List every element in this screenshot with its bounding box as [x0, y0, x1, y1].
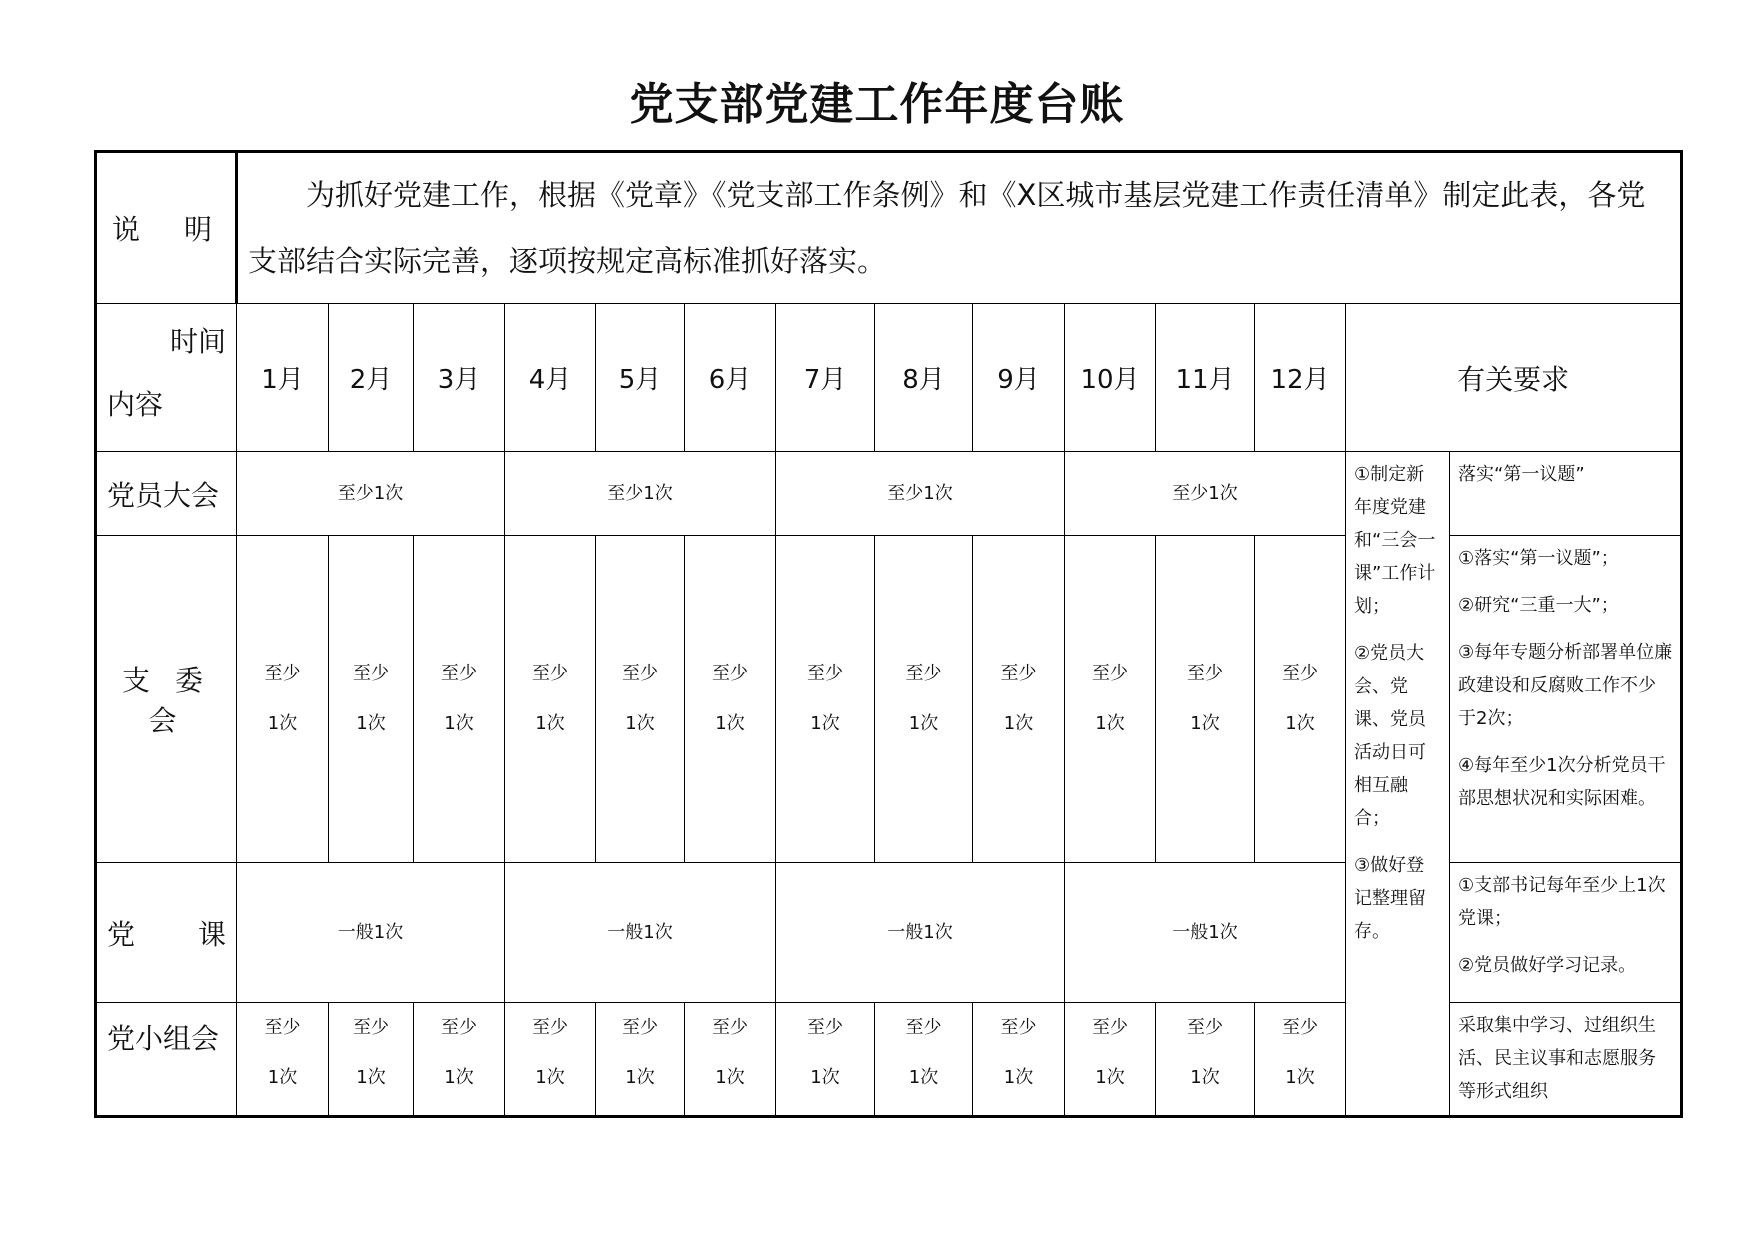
month-cell [1255, 1003, 1346, 1117]
cell-line: 1次 [444, 1067, 474, 1088]
month-cell [1065, 536, 1156, 863]
month-cell [414, 536, 505, 863]
month-cell [1156, 1003, 1255, 1117]
cell-line: 至少 [712, 663, 748, 684]
quarter-cell: 至少1次 [776, 452, 1065, 536]
quarter-cell: 至少1次 [1065, 452, 1346, 536]
month-header: 4月 [505, 304, 596, 452]
month-cell [329, 1003, 414, 1117]
cell-line: 至少 [905, 663, 942, 684]
intro-label: 说 明 [96, 152, 237, 304]
page-title: 党支部党建工作年度台账 [629, 79, 1125, 130]
requirement-committee [1450, 536, 1682, 863]
month-cell [596, 1003, 685, 1117]
requirement-party-meeting: 落实“第一议题” [1450, 452, 1682, 536]
month-header: 11月 [1156, 304, 1255, 452]
month-header: 8月 [875, 304, 973, 452]
cell-line: 至少 [532, 1017, 568, 1038]
header-row [96, 304, 1682, 452]
month-cell [596, 536, 685, 863]
quarter-cell: 一般1次 [237, 863, 505, 1003]
row-label-lecture [96, 863, 237, 1003]
cell-line: 1次 [1190, 713, 1220, 734]
cell-line: 1次 [625, 713, 655, 734]
month-header: 3月 [414, 304, 505, 452]
month-header: 7月 [776, 304, 875, 452]
month-cell [237, 536, 329, 863]
month-cell [1255, 536, 1346, 863]
month-cell [1156, 536, 1255, 863]
cell-line: 至少 [441, 1017, 477, 1038]
requirement-group: 采取集中学习、过组织生活、民主议事和志愿服务等形式组织 [1450, 1003, 1682, 1117]
cell-line: 至少 [1000, 1017, 1037, 1038]
cell-line: 至少 [1187, 1017, 1223, 1038]
month-header: 1月 [237, 304, 329, 452]
month-header: 12月 [1255, 304, 1346, 452]
cell-line: 至少 [712, 1017, 748, 1038]
intro-row [96, 152, 1682, 304]
general-note-item: ③做好登记整理留存。 [1354, 855, 1426, 942]
cell-line: 1次 [267, 713, 298, 734]
month-cell [875, 1003, 973, 1117]
cell-line: 至少 [441, 663, 477, 684]
lecture-label-left: 党 [107, 917, 136, 951]
row-label-party-meeting: 党员大会 [96, 452, 237, 536]
lecture-label-right: 课 [197, 917, 226, 951]
cell-line: 至少 [622, 1017, 658, 1038]
party-meeting-row [96, 452, 1682, 536]
requirement-item: ①支部书记每年至少上1次党课； [1458, 875, 1666, 929]
requirement-lecture [1450, 863, 1682, 1003]
cell-line: 1次 [1003, 713, 1034, 734]
cell-line: 至少 [1282, 1017, 1318, 1038]
quarter-cell: 至少1次 [505, 452, 776, 536]
row-label-committee: 支 委 会 [96, 536, 237, 863]
cell-line: 1次 [1285, 1067, 1315, 1088]
quarter-cell: 一般1次 [776, 863, 1065, 1003]
month-header: 10月 [1065, 304, 1156, 452]
quarter-cell: 一般1次 [1065, 863, 1346, 1003]
cell-line: 1次 [810, 1067, 840, 1088]
month-cell [1065, 1003, 1156, 1117]
cell-line: 1次 [1095, 1067, 1125, 1088]
cell-line: 1次 [715, 713, 745, 734]
cell-line: 1次 [810, 713, 840, 734]
cell-line: 1次 [535, 1067, 565, 1088]
cell-line: 至少 [807, 1017, 843, 1038]
month-cell [973, 1003, 1065, 1117]
month-header: 9月 [973, 304, 1065, 452]
requirement-item: ②党员做好学习记录。 [1458, 955, 1637, 976]
month-cell [414, 1003, 505, 1117]
cell-line: 至少 [1000, 663, 1037, 684]
month-cell [505, 536, 596, 863]
ledger-table [94, 150, 1683, 1118]
cell-line: 1次 [444, 713, 474, 734]
cell-line: 1次 [625, 1067, 655, 1088]
cell-line: 1次 [1285, 713, 1315, 734]
cell-line: 1次 [1003, 1067, 1034, 1088]
cell-line: 至少 [264, 1017, 301, 1038]
cell-line: 1次 [715, 1067, 745, 1088]
month-cell [685, 536, 776, 863]
cell-line: 至少 [532, 663, 568, 684]
general-note-item: ①制定新年度党建和“三会一课”工作计划； [1354, 464, 1436, 617]
requirement-item: ①落实“第一议题”； [1458, 548, 1619, 569]
cell-line: 1次 [1095, 713, 1125, 734]
month-header: 2月 [329, 304, 414, 452]
corner-time-label: 时间 [169, 325, 226, 358]
month-cell [329, 536, 414, 863]
month-cell [875, 536, 973, 863]
cell-line: 至少 [353, 663, 389, 684]
corner-content-label: 内容 [107, 388, 164, 421]
cell-line: 1次 [908, 713, 939, 734]
general-notes [1346, 452, 1450, 1117]
quarter-cell: 至少1次 [237, 452, 505, 536]
cell-line: 至少 [1187, 663, 1223, 684]
requirement-item: ④每年至少1次分析党员干部思想状况和实际困难。 [1458, 755, 1666, 809]
row-label-group: 党小组会 [96, 1003, 237, 1117]
cell-line: 1次 [1190, 1067, 1220, 1088]
cell-line: 至少 [1092, 1017, 1128, 1038]
month-cell [237, 1003, 329, 1117]
month-header: 5月 [596, 304, 685, 452]
month-cell [776, 1003, 875, 1117]
cell-line: 1次 [356, 1067, 386, 1088]
cell-line: 1次 [535, 713, 565, 734]
month-cell [973, 536, 1065, 863]
cell-line: 至少 [807, 663, 843, 684]
cell-line: 至少 [1282, 663, 1318, 684]
cell-line: 至少 [264, 663, 301, 684]
month-cell [685, 1003, 776, 1117]
cell-line: 1次 [267, 1067, 298, 1088]
cell-line: 至少 [353, 1017, 389, 1038]
time-content-corner [96, 304, 237, 452]
general-note-item: ②党员大会、党课、党员活动日可相互融合； [1354, 643, 1426, 829]
requirement-item: ②研究“三重一大”； [1458, 595, 1619, 616]
cell-line: 至少 [622, 663, 658, 684]
intro-text: 为抓好党建工作，根据《党章》《党支部工作条例》和《X区城市基层党建工作责任清单》制定此表，各党支部结合实际完善，逐项按规定高标准抓好落实。 [237, 152, 1682, 304]
quarter-cell: 一般1次 [505, 863, 776, 1003]
cell-line: 至少 [905, 1017, 942, 1038]
month-header: 6月 [685, 304, 776, 452]
cell-line: 至少 [1092, 663, 1128, 684]
requirement-item: ③每年专题分析部署单位廉政建设和反腐败工作不少于2次； [1458, 642, 1673, 729]
cell-line: 1次 [908, 1067, 939, 1088]
month-cell [776, 536, 875, 863]
cell-line: 1次 [356, 713, 386, 734]
requirements-header: 有关要求 [1346, 304, 1682, 452]
month-cell [505, 1003, 596, 1117]
